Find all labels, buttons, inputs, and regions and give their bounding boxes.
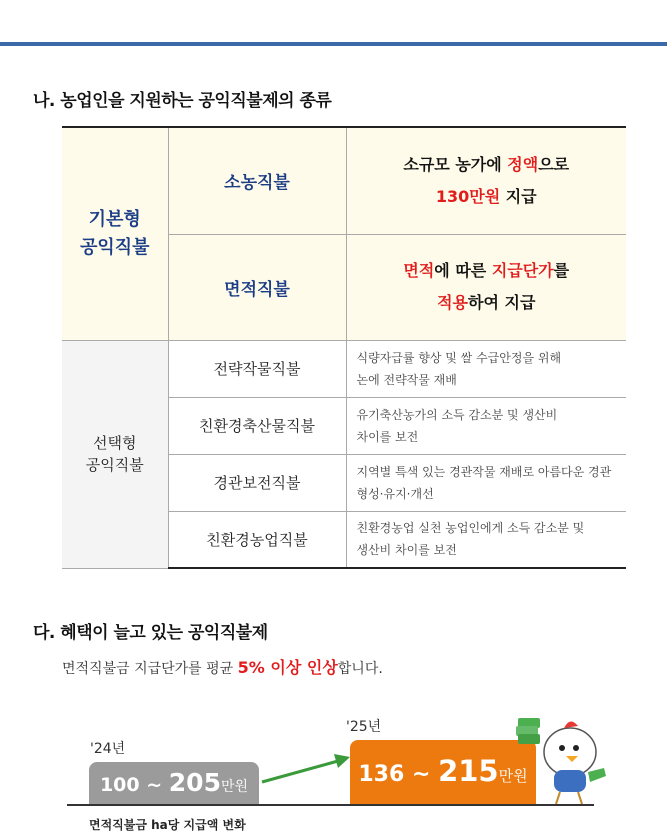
section-heading-types: 나. 농업인을 지원하는 공익직불제의 종류 [33, 91, 332, 111]
selective-row-desc: 친환경농업 실천 농업인에게 소득 감소분 및 생산비 차이를 보전 [346, 511, 626, 568]
direct-payment-types-table [62, 126, 626, 569]
basic-row-desc: 면적에 따른 지급단가를 적용하여 지급 [346, 234, 626, 340]
year-label-2025: '25년 [346, 719, 382, 735]
chart-baseline [67, 804, 594, 806]
basic-row-name: 소농직불 [168, 127, 346, 234]
top-divider [0, 42, 667, 46]
green-arrow-icon [258, 752, 354, 786]
section-heading-benefits: 다. 혜택이 늘고 있는 공익직불제 [33, 623, 268, 643]
selective-row-name: 친환경농업직불 [168, 511, 346, 568]
mascot-with-money-icon [512, 712, 632, 808]
selective-row-desc: 지역별 특색 있는 경관작물 재배로 아름다운 경관 형성·유지·개선 [346, 454, 626, 511]
basic-row-desc: 소규모 농가에 정액으로 130만원 지급 [346, 127, 626, 234]
basic-type-cell: 기본형 공익직불 [62, 127, 168, 340]
selective-type-cell: 선택형 공익직불 [62, 340, 168, 568]
amount-box-2024: 100 ~ 205 만원 [89, 762, 259, 804]
selective-row-name: 전략작물직불 [168, 340, 346, 397]
selective-row-name: 친환경축산물직불 [168, 397, 346, 454]
amount-box-2025: 136 ~ 215 만원 [350, 740, 536, 804]
rate-increase-text: 면적직불금 지급단가를 평균 5% 이상 인상합니다. [62, 658, 383, 677]
year-label-2024: '24년 [90, 741, 126, 757]
chart-caption: 면적직불금 ha당 지급액 변화 [89, 818, 246, 832]
selective-row-desc: 유기축산농가의 소득 감소분 및 생산비 차이를 보전 [346, 397, 626, 454]
selective-row-name: 경관보전직불 [168, 454, 346, 511]
basic-row-name: 면적직불 [168, 234, 346, 340]
selective-row-desc: 식량자급률 향상 및 쌀 수급안정을 위해 논에 전략작물 재배 [346, 340, 626, 397]
